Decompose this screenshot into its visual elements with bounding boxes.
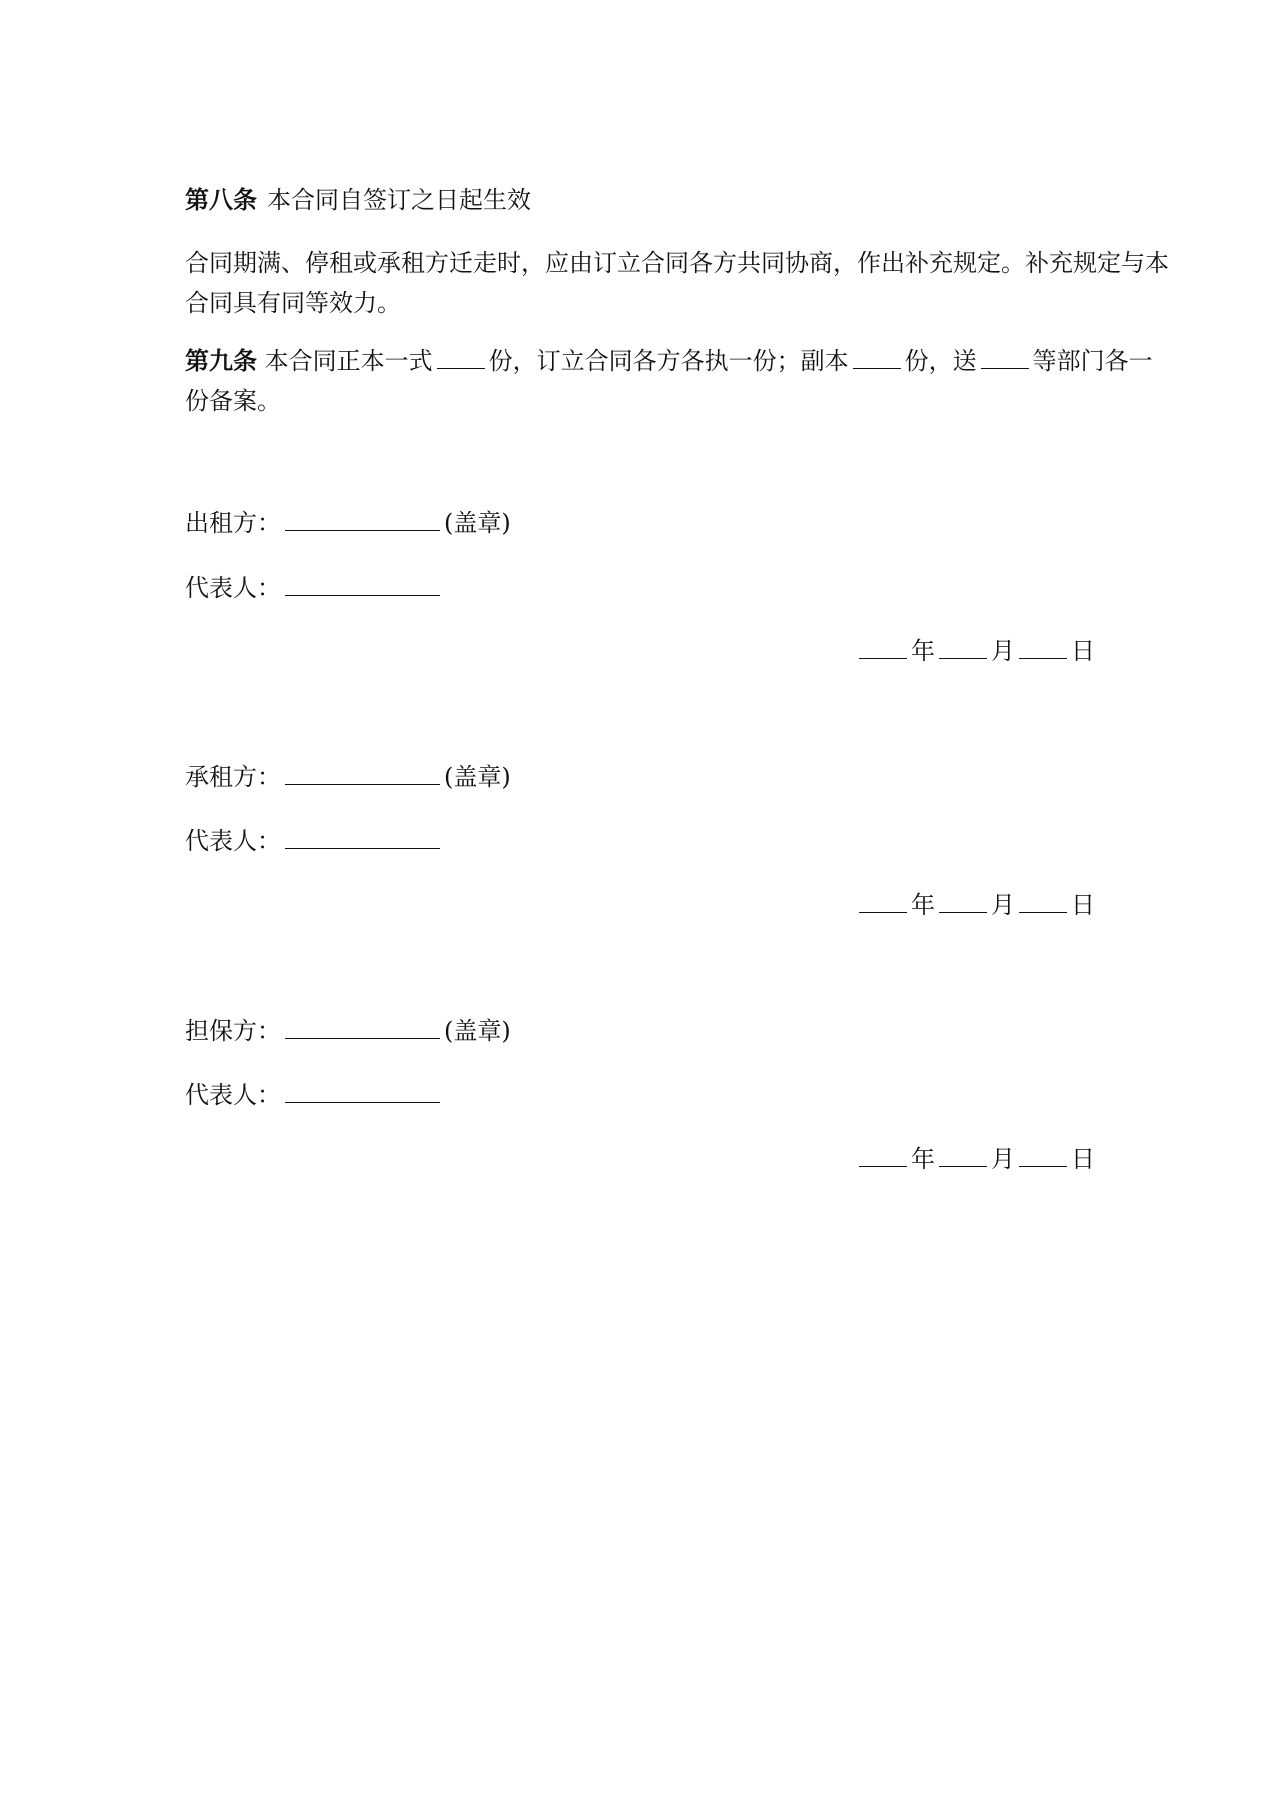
article8-heading-line bbox=[185, 180, 531, 220]
lessee-month-blank[interactable] bbox=[939, 884, 987, 913]
lessee-label: 承租方： bbox=[185, 763, 281, 791]
guarantor-label: 担保方： bbox=[185, 1017, 281, 1045]
article9-paragraph bbox=[185, 340, 1170, 421]
lessee-blank[interactable] bbox=[285, 756, 440, 785]
department-blank[interactable] bbox=[981, 340, 1029, 369]
lessee-representative-blank[interactable] bbox=[285, 820, 440, 849]
lessor-year-blank[interactable] bbox=[859, 630, 907, 659]
lessor-day-label: 日 bbox=[1071, 637, 1095, 665]
article9-heading: 第九条 bbox=[185, 346, 257, 375]
article9-text-2: 份，订立合同各方各执一份；副本 bbox=[488, 347, 849, 375]
lessor-representative-line bbox=[185, 567, 444, 608]
guarantor-month-blank[interactable] bbox=[939, 1138, 987, 1167]
lessor-month-blank[interactable] bbox=[939, 630, 987, 659]
guarantor-seal: (盖章) bbox=[444, 1017, 511, 1045]
guarantor-date-line bbox=[855, 1138, 1095, 1179]
guarantor-line bbox=[185, 1010, 511, 1051]
article9-text-1: 本合同正本一式 bbox=[264, 347, 433, 375]
article9-text-4: 等部门各一份备案。 bbox=[185, 347, 1153, 415]
lessor-label: 出租方： bbox=[185, 509, 281, 537]
lessee-line bbox=[185, 756, 511, 797]
lessor-blank[interactable] bbox=[285, 502, 440, 531]
lessor-representative-blank[interactable] bbox=[285, 567, 440, 596]
article8-heading: 第八条 bbox=[185, 185, 257, 214]
guarantor-month-label: 月 bbox=[991, 1145, 1015, 1173]
lessee-year-label: 年 bbox=[911, 891, 935, 919]
lessor-day-blank[interactable] bbox=[1019, 630, 1067, 659]
guarantor-year-blank[interactable] bbox=[859, 1138, 907, 1167]
guarantor-representative-label: 代表人： bbox=[185, 1081, 281, 1109]
guarantor-blank[interactable] bbox=[285, 1010, 440, 1039]
lessee-representative-line bbox=[185, 820, 444, 861]
guarantor-representative-line bbox=[185, 1074, 444, 1115]
lessee-date-line bbox=[855, 884, 1095, 925]
lessor-seal: (盖章) bbox=[444, 509, 511, 537]
lessee-representative-label: 代表人： bbox=[185, 827, 281, 855]
guarantor-year-label: 年 bbox=[911, 1145, 935, 1173]
guarantor-representative-blank[interactable] bbox=[285, 1074, 440, 1103]
lessee-seal: (盖章) bbox=[444, 763, 511, 791]
article8-title: 本合同自签订之日起生效 bbox=[267, 186, 531, 214]
lessee-day-label: 日 bbox=[1071, 891, 1095, 919]
lessee-month-label: 月 bbox=[991, 891, 1015, 919]
guarantor-day-blank[interactable] bbox=[1019, 1138, 1067, 1167]
article9-text-3: 份，送 bbox=[904, 347, 977, 375]
article8-body: 合同期满、停租或承租方迁走时，应由订立合同各方共同协商，作出补充规定。补充规定与本合同具有同等效力。 bbox=[185, 249, 1169, 317]
lessor-representative-label: 代表人： bbox=[185, 574, 281, 602]
copies-original-blank[interactable] bbox=[437, 340, 485, 369]
lessee-year-blank[interactable] bbox=[859, 884, 907, 913]
lessor-year-label: 年 bbox=[911, 637, 935, 665]
lessee-day-blank[interactable] bbox=[1019, 884, 1067, 913]
copies-duplicate-blank[interactable] bbox=[853, 340, 901, 369]
lessor-month-label: 月 bbox=[991, 637, 1015, 665]
lessor-date-line bbox=[855, 630, 1095, 671]
lessor-line bbox=[185, 502, 511, 543]
guarantor-day-label: 日 bbox=[1071, 1145, 1095, 1173]
